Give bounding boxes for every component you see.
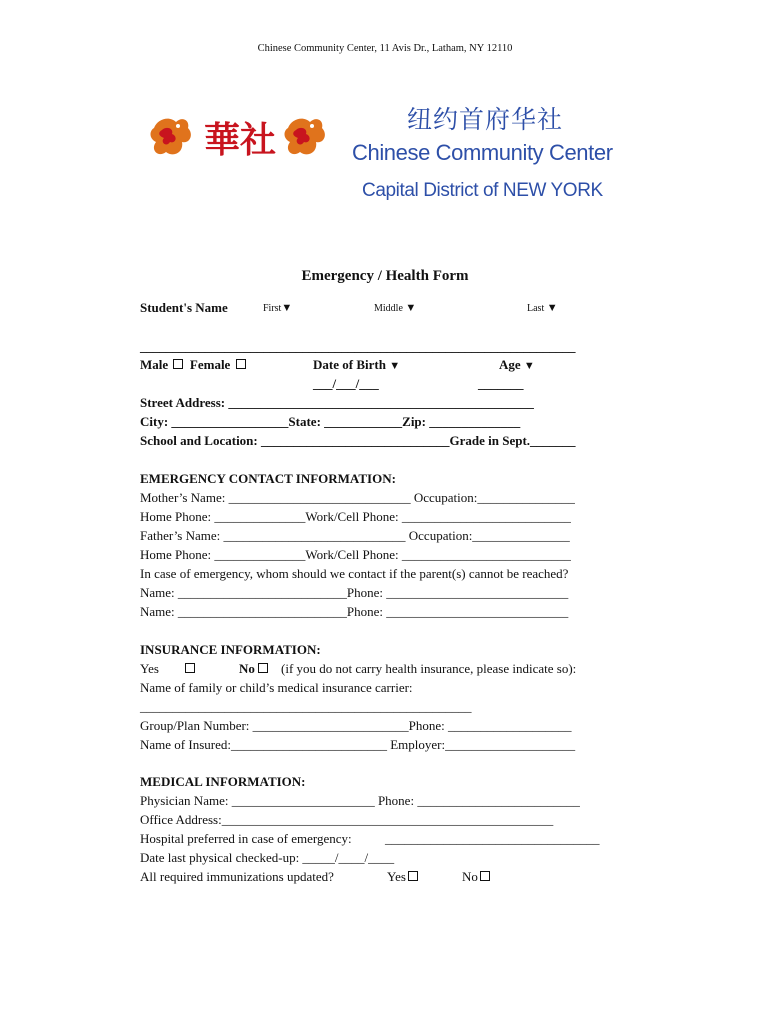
- mother-phone-line[interactable]: Home Phone: ______________Work/Cell Phone: __________________________: [140, 509, 571, 524]
- immunizations-yes-checkbox[interactable]: [408, 871, 418, 881]
- father-phone-line[interactable]: Home Phone: ______________Work/Cell Phone: __________________________: [140, 547, 571, 562]
- medical-heading: MEDICAL INFORMATION:: [140, 774, 306, 789]
- school-grade-field[interactable]: School and Location: _____________________________Grade in Sept._______: [140, 433, 576, 448]
- student-name-label: Student's Name: [140, 300, 228, 315]
- alternate-contact-1[interactable]: Name: __________________________Phone: ____________________________: [140, 585, 569, 600]
- down-arrow-icon: ▼: [523, 360, 535, 372]
- mother-line[interactable]: Mother’s Name: ____________________________ Occupation:_______________: [140, 490, 575, 505]
- immunizations-yes: Yes: [387, 868, 418, 885]
- emergency-heading: EMERGENCY CONTACT INFORMATION:: [140, 471, 396, 486]
- insurance-no-label: No: [239, 661, 255, 676]
- right-dragon-icon: [285, 119, 325, 155]
- immunizations-no-checkbox[interactable]: [480, 871, 490, 881]
- down-arrow-icon: ▼: [389, 360, 401, 372]
- logo-chinese-characters: [204, 120, 276, 161]
- insurance-carrier-field[interactable]: ___________________________________________________: [140, 699, 472, 714]
- father-line[interactable]: Father’s Name: ____________________________ Occupation:_______________: [140, 528, 570, 543]
- last-name-hint: Last ▼: [527, 302, 558, 314]
- insurance-carrier-label: Name of family or child’s medical insurance carrier:: [140, 680, 413, 695]
- chinese-title: 纽约首府华社: [407, 105, 564, 134]
- insurance-yes-label: Yes: [140, 661, 159, 676]
- age-label: Age ▼: [499, 357, 535, 372]
- group-plan-line[interactable]: Group/Plan Number: ________________________Phone: ___________________: [140, 718, 572, 733]
- down-arrow-icon: ▼: [405, 302, 417, 314]
- student-name-field[interactable]: ___________________________________________________________________: [140, 339, 576, 354]
- insured-employer-line[interactable]: Name of Insured:________________________ Employer:____________________: [140, 737, 576, 752]
- age-field[interactable]: _______: [478, 376, 524, 391]
- female-checkbox[interactable]: [236, 359, 246, 369]
- community-center-logo: [148, 106, 328, 168]
- physician-line[interactable]: Physician Name: ______________________ Phone: _________________________: [140, 793, 580, 808]
- down-arrow-icon: ▼: [546, 302, 558, 314]
- female-label: Female: [189, 357, 231, 372]
- immunizations-no: No: [462, 868, 490, 885]
- header-address: Chinese Community Center, 11 Avis Dr., Latham, NY 12110: [257, 43, 513, 54]
- male-checkbox[interactable]: [173, 359, 183, 369]
- hospital-label: Hospital preferred in case of emergency:: [140, 831, 352, 846]
- left-dragon-icon: [151, 119, 191, 155]
- dob-label: Date of Birth ▼: [313, 357, 401, 372]
- gender-row: [140, 356, 246, 373]
- insurance-heading: INSURANCE INFORMATION:: [140, 642, 321, 657]
- male-label: Male: [140, 357, 169, 372]
- street-address-field[interactable]: Street Address: _______________________________________________: [140, 395, 534, 410]
- insurance-yes-checkbox[interactable]: [185, 663, 195, 673]
- alternate-contact-2[interactable]: Name: __________________________Phone: ____________________________: [140, 604, 569, 619]
- immunizations-label: All required immunizations updated?: [140, 869, 334, 884]
- middle-name-hint: Middle ▼: [374, 302, 417, 314]
- alternate-contact-question: In case of emergency, whom should we contact if the parent(s) cannot be reached?: [140, 566, 569, 581]
- city-state-zip-field[interactable]: City: __________________State: ____________Zip: ______________: [140, 414, 521, 429]
- insurance-note: (if you do not carry health insurance, please indicate so):: [281, 661, 577, 676]
- form-title: Emergency / Health Form: [301, 268, 469, 284]
- down-arrow-icon: ▼: [281, 302, 293, 314]
- svg-text:華社: 華社: [204, 120, 277, 161]
- english-subtitle: Capital District of NEW YORK: [362, 180, 603, 201]
- english-title: Chinese Community Center: [352, 140, 613, 165]
- hospital-field[interactable]: _________________________________: [385, 831, 600, 846]
- last-physical-line[interactable]: Date last physical checked-up: _____/____/____: [140, 850, 395, 865]
- first-name-hint: First▼: [263, 302, 293, 314]
- office-address-line[interactable]: Office Address:___________________________________________________: [140, 812, 554, 827]
- dob-field[interactable]: ___/___/___: [313, 376, 379, 391]
- insurance-no-checkbox[interactable]: [258, 663, 268, 673]
